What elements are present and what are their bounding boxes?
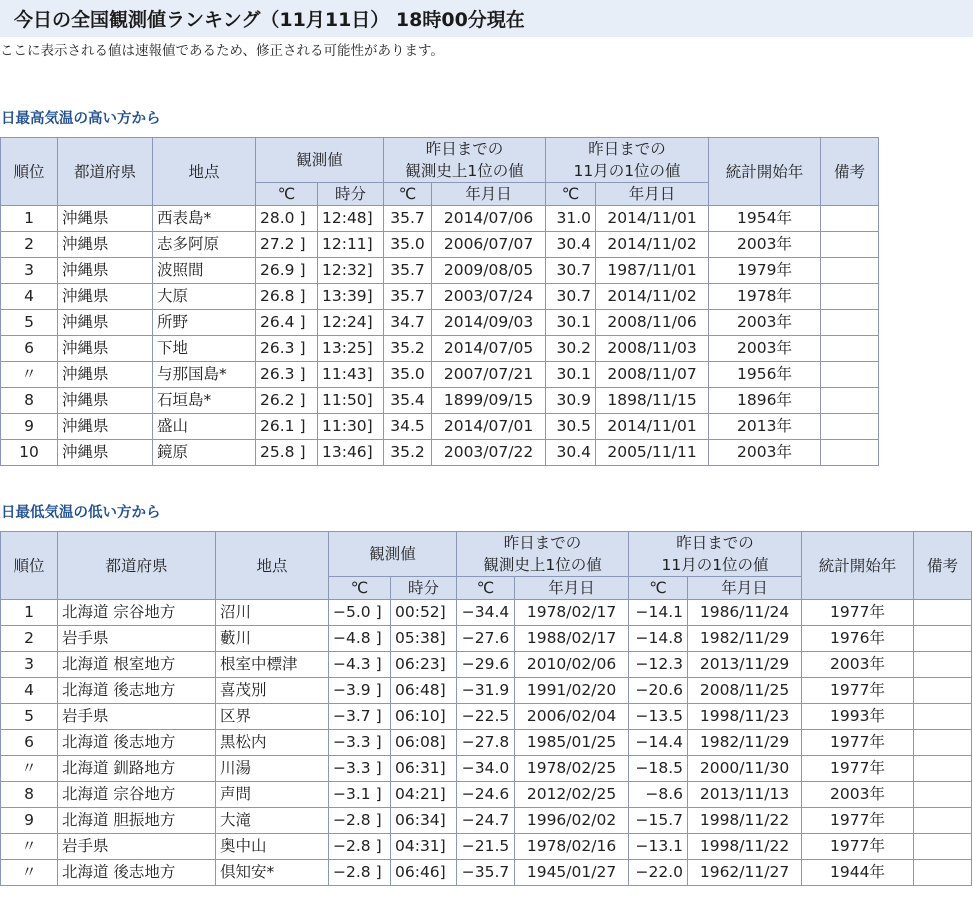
col-remarks: 備考	[914, 532, 972, 600]
cell-month-record-date: 1987/11/01	[596, 258, 709, 284]
cell-observed-value: −3.3 ]	[329, 730, 391, 756]
col-start-year: 統計開始年	[802, 532, 914, 600]
cell-station: 所野	[153, 310, 256, 336]
cell-observed-time: 11:50]	[318, 388, 384, 414]
cell-month-record-value: −18.5	[629, 756, 688, 782]
cell-record-value: 35.0	[384, 362, 432, 388]
cell-remarks	[914, 678, 972, 704]
cell-record-value: −27.8	[457, 730, 515, 756]
cell-observed-time: 06:08]	[391, 730, 457, 756]
cell-month-record-date: 1962/11/27	[688, 860, 802, 886]
cell-remarks	[914, 756, 972, 782]
cell-prefecture: 岩手県	[58, 704, 216, 730]
cell-rank: 2	[1, 626, 58, 652]
cell-record-date: 2014/07/06	[432, 206, 546, 232]
cell-record-value: −21.5	[457, 834, 515, 860]
cell-observed-time: 06:10]	[391, 704, 457, 730]
cell-observed-time: 04:31]	[391, 834, 457, 860]
cell-remarks	[821, 362, 879, 388]
cell-observed-time: 12:24]	[318, 310, 384, 336]
cell-record-date: 2003/07/22	[432, 440, 546, 466]
cell-rank: 〃	[1, 834, 58, 860]
table-row	[1, 626, 972, 652]
cell-month-record-value: −22.0	[629, 860, 688, 886]
cell-station: 下地	[153, 336, 256, 362]
subcol-date: 年月日	[688, 577, 802, 600]
cell-record-date: 1988/02/17	[515, 626, 629, 652]
subcol-date: 年月日	[515, 577, 629, 600]
subcol-date: 年月日	[596, 183, 709, 206]
cell-start-year: 2003年	[802, 782, 914, 808]
cell-prefecture: 沖縄県	[58, 310, 153, 336]
col-prefecture: 都道府県	[58, 138, 153, 206]
cell-prefecture: 北海道 後志地方	[58, 860, 216, 886]
cell-record-date: 1991/02/20	[515, 678, 629, 704]
table-row	[1, 678, 972, 704]
cell-prefecture: 北海道 釧路地方	[58, 756, 216, 782]
cell-month-record-date: 2008/11/06	[596, 310, 709, 336]
cell-observed-value: 26.3 ]	[256, 336, 318, 362]
page-title-bar	[0, 0, 973, 37]
cell-station: 石垣島*	[153, 388, 256, 414]
cell-remarks	[914, 834, 972, 860]
cell-record-date: 2006/07/07	[432, 232, 546, 258]
cell-rank: 3	[1, 652, 58, 678]
table-row	[1, 860, 972, 886]
cell-observed-value: 26.3 ]	[256, 362, 318, 388]
cell-month-record-value: −14.8	[629, 626, 688, 652]
cell-month-record-value: −15.7	[629, 808, 688, 834]
cell-month-record-value: 30.5	[546, 414, 596, 440]
cell-prefecture: 沖縄県	[58, 414, 153, 440]
subcol-date: 年月日	[432, 183, 546, 206]
cell-month-record-date: 1998/11/23	[688, 704, 802, 730]
cell-observed-value: 26.8 ]	[256, 284, 318, 310]
cell-observed-time: 00:52]	[391, 600, 457, 626]
subcol-time: 時分	[391, 577, 457, 600]
cell-rank: 2	[1, 232, 58, 258]
cell-observed-time: 04:21]	[391, 782, 457, 808]
cell-observed-value: −2.8 ]	[329, 808, 391, 834]
cell-observed-value: −3.7 ]	[329, 704, 391, 730]
table-row	[1, 206, 879, 232]
cell-remarks	[821, 440, 879, 466]
cell-station: 沼川	[216, 600, 329, 626]
table-row	[1, 310, 879, 336]
cell-month-record-date: 1998/11/22	[688, 808, 802, 834]
cell-record-date: 1978/02/17	[515, 600, 629, 626]
cell-remarks	[914, 860, 972, 886]
cell-start-year: 1978年	[709, 284, 821, 310]
col-record-month: 昨日までの 11月の1位の値	[629, 532, 802, 577]
max-temp-table	[0, 137, 879, 466]
cell-record-value: 35.4	[384, 388, 432, 414]
table-row	[1, 388, 879, 414]
cell-observed-value: −2.8 ]	[329, 860, 391, 886]
cell-month-record-value: 30.7	[546, 258, 596, 284]
cell-start-year: 1977年	[802, 834, 914, 860]
cell-month-record-value: −13.5	[629, 704, 688, 730]
table-row	[1, 756, 972, 782]
cell-observed-time: 06:46]	[391, 860, 457, 886]
col-station: 地点	[216, 532, 329, 600]
cell-prefecture: 沖縄県	[58, 206, 153, 232]
cell-record-date: 1945/01/27	[515, 860, 629, 886]
cell-rank: 〃	[1, 362, 58, 388]
cell-rank: 〃	[1, 756, 58, 782]
subcol-celsius: ℃	[256, 183, 318, 206]
cell-remarks	[821, 414, 879, 440]
cell-start-year: 2003年	[709, 440, 821, 466]
col-record-all: 昨日までの 観測史上1位の値	[384, 138, 546, 183]
cell-start-year: 1977年	[802, 678, 914, 704]
cell-rank: 8	[1, 782, 58, 808]
cell-rank: 9	[1, 414, 58, 440]
cell-month-record-date: 2014/11/02	[596, 232, 709, 258]
cell-month-record-date: 2013/11/13	[688, 782, 802, 808]
cell-rank: 5	[1, 310, 58, 336]
table-row	[1, 414, 879, 440]
cell-prefecture: 北海道 宗谷地方	[58, 600, 216, 626]
cell-observed-value: −4.8 ]	[329, 626, 391, 652]
cell-record-date: 2006/02/04	[515, 704, 629, 730]
cell-station: 志多阿原	[153, 232, 256, 258]
cell-remarks	[821, 206, 879, 232]
cell-station: 根室中標津	[216, 652, 329, 678]
cell-month-record-date: 1982/11/29	[688, 626, 802, 652]
cell-record-value: −34.0	[457, 756, 515, 782]
col-record-all: 昨日までの 観測史上1位の値	[457, 532, 629, 577]
subcol-celsius: ℃	[457, 577, 515, 600]
cell-rank: 1	[1, 206, 58, 232]
table-row	[1, 362, 879, 388]
cell-prefecture: 沖縄県	[58, 362, 153, 388]
cell-observed-value: −4.3 ]	[329, 652, 391, 678]
cell-month-record-value: 30.2	[546, 336, 596, 362]
cell-month-record-value: 30.1	[546, 310, 596, 336]
cell-rank: 8	[1, 388, 58, 414]
cell-rank: 6	[1, 730, 58, 756]
notice-text: ここに表示される値は速報値であるため、修正される可能性があります。	[0, 43, 444, 59]
cell-observed-time: 05:38]	[391, 626, 457, 652]
cell-month-record-value: −13.1	[629, 834, 688, 860]
cell-start-year: 2003年	[802, 652, 914, 678]
subcol-celsius: ℃	[629, 577, 688, 600]
cell-rank: 3	[1, 258, 58, 284]
cell-rank: 6	[1, 336, 58, 362]
table-row	[1, 782, 972, 808]
cell-record-value: −24.7	[457, 808, 515, 834]
cell-start-year: 1977年	[802, 756, 914, 782]
min-temp-heading: 日最低気温の低い方から	[1, 505, 161, 521]
cell-record-value: −35.7	[457, 860, 515, 886]
cell-record-value: 34.5	[384, 414, 432, 440]
cell-record-date: 2003/07/24	[432, 284, 546, 310]
cell-rank: 9	[1, 808, 58, 834]
cell-prefecture: 北海道 宗谷地方	[58, 782, 216, 808]
table-row	[1, 600, 972, 626]
cell-station: 喜茂別	[216, 678, 329, 704]
cell-remarks	[914, 626, 972, 652]
cell-station: 大滝	[216, 808, 329, 834]
cell-station: 区界	[216, 704, 329, 730]
cell-month-record-date: 2008/11/03	[596, 336, 709, 362]
cell-month-record-value: 30.4	[546, 232, 596, 258]
table-row	[1, 834, 972, 860]
table-row	[1, 808, 972, 834]
cell-month-record-date: 2014/11/01	[596, 206, 709, 232]
cell-observed-time: 06:34]	[391, 808, 457, 834]
cell-station: 奥中山	[216, 834, 329, 860]
table-row	[1, 440, 879, 466]
cell-record-value: 34.7	[384, 310, 432, 336]
cell-month-record-date: 2005/11/11	[596, 440, 709, 466]
cell-observed-value: 26.1 ]	[256, 414, 318, 440]
cell-month-record-value: 30.1	[546, 362, 596, 388]
cell-month-record-date: 2014/11/02	[596, 284, 709, 310]
cell-remarks	[914, 704, 972, 730]
cell-remarks	[821, 232, 879, 258]
cell-station: 声問	[216, 782, 329, 808]
cell-prefecture: 北海道 根室地方	[58, 652, 216, 678]
cell-observed-value: 26.2 ]	[256, 388, 318, 414]
col-start-year: 統計開始年	[709, 138, 821, 206]
subcol-celsius: ℃	[546, 183, 596, 206]
col-rank: 順位	[1, 532, 58, 600]
cell-station: 大原	[153, 284, 256, 310]
col-observed: 観測値	[329, 532, 457, 577]
table-row	[1, 730, 972, 756]
cell-month-record-date: 2000/11/30	[688, 756, 802, 782]
col-rank: 順位	[1, 138, 58, 206]
cell-remarks	[914, 782, 972, 808]
cell-start-year: 1896年	[709, 388, 821, 414]
cell-remarks	[821, 388, 879, 414]
cell-month-record-date: 1998/11/22	[688, 834, 802, 860]
min-temp-table	[0, 531, 972, 886]
cell-month-record-date: 1898/11/15	[596, 388, 709, 414]
cell-start-year: 1977年	[802, 730, 914, 756]
cell-station: 川湯	[216, 756, 329, 782]
cell-observed-value: 26.9 ]	[256, 258, 318, 284]
cell-rank: 5	[1, 704, 58, 730]
cell-rank: 10	[1, 440, 58, 466]
cell-observed-time: 11:43]	[318, 362, 384, 388]
cell-month-record-value: 30.9	[546, 388, 596, 414]
cell-record-date: 2014/07/05	[432, 336, 546, 362]
cell-record-value: −24.6	[457, 782, 515, 808]
cell-month-record-value: 30.7	[546, 284, 596, 310]
cell-observed-time: 11:30]	[318, 414, 384, 440]
cell-month-record-value: −12.3	[629, 652, 688, 678]
cell-observed-time: 12:48]	[318, 206, 384, 232]
cell-start-year: 2003年	[709, 232, 821, 258]
cell-start-year: 1977年	[802, 808, 914, 834]
cell-observed-time: 13:46]	[318, 440, 384, 466]
cell-month-record-value: 30.4	[546, 440, 596, 466]
cell-record-value: −31.9	[457, 678, 515, 704]
cell-record-date: 2007/07/21	[432, 362, 546, 388]
cell-remarks	[821, 284, 879, 310]
cell-start-year: 1979年	[709, 258, 821, 284]
cell-start-year: 1993年	[802, 704, 914, 730]
cell-observed-value: −2.8 ]	[329, 834, 391, 860]
cell-record-value: 35.0	[384, 232, 432, 258]
cell-observed-time: 13:25]	[318, 336, 384, 362]
cell-start-year: 2013年	[709, 414, 821, 440]
cell-start-year: 1956年	[709, 362, 821, 388]
cell-remarks	[914, 730, 972, 756]
cell-start-year: 1976年	[802, 626, 914, 652]
cell-start-year: 2003年	[709, 336, 821, 362]
cell-record-date: 2014/09/03	[432, 310, 546, 336]
cell-record-value: −27.6	[457, 626, 515, 652]
cell-record-value: −34.4	[457, 600, 515, 626]
col-station: 地点	[153, 138, 256, 206]
cell-prefecture: 北海道 胆振地方	[58, 808, 216, 834]
max-temp-heading: 日最高気温の高い方から	[1, 111, 161, 127]
cell-observed-time: 13:39]	[318, 284, 384, 310]
cell-start-year: 1954年	[709, 206, 821, 232]
cell-month-record-date: 1986/11/24	[688, 600, 802, 626]
cell-prefecture: 沖縄県	[58, 284, 153, 310]
cell-observed-value: 27.2 ]	[256, 232, 318, 258]
cell-rank: 1	[1, 600, 58, 626]
table-row	[1, 284, 879, 310]
cell-station: 黒松内	[216, 730, 329, 756]
table-row	[1, 258, 879, 284]
cell-prefecture: 岩手県	[58, 834, 216, 860]
cell-record-date: 2014/07/01	[432, 414, 546, 440]
cell-station: 鏡原	[153, 440, 256, 466]
table-row	[1, 704, 972, 730]
cell-observed-time: 06:48]	[391, 678, 457, 704]
cell-month-record-date: 2014/11/01	[596, 414, 709, 440]
cell-month-record-date: 2013/11/29	[688, 652, 802, 678]
cell-record-date: 2012/02/25	[515, 782, 629, 808]
cell-record-value: 35.7	[384, 258, 432, 284]
page-title: 今日の全国観測値ランキング（11月11日） 18時00分現在	[14, 9, 525, 31]
cell-record-date: 2009/08/05	[432, 258, 546, 284]
cell-observed-time: 12:11]	[318, 232, 384, 258]
cell-record-date: 1996/02/02	[515, 808, 629, 834]
cell-prefecture: 沖縄県	[58, 388, 153, 414]
cell-record-date: 1899/09/15	[432, 388, 546, 414]
subcol-celsius: ℃	[329, 577, 391, 600]
cell-month-record-value: −20.6	[629, 678, 688, 704]
cell-prefecture: 沖縄県	[58, 232, 153, 258]
cell-month-record-value: 31.0	[546, 206, 596, 232]
col-remarks: 備考	[821, 138, 879, 206]
cell-observed-value: −5.0 ]	[329, 600, 391, 626]
cell-record-value: 35.7	[384, 284, 432, 310]
cell-rank: 4	[1, 678, 58, 704]
cell-record-value: −22.5	[457, 704, 515, 730]
cell-rank: 〃	[1, 860, 58, 886]
table-row	[1, 232, 879, 258]
cell-observed-value: 25.8 ]	[256, 440, 318, 466]
cell-observed-value: −3.9 ]	[329, 678, 391, 704]
cell-month-record-date: 1982/11/29	[688, 730, 802, 756]
cell-record-value: 35.2	[384, 440, 432, 466]
cell-start-year: 1977年	[802, 600, 914, 626]
cell-observed-time: 12:32]	[318, 258, 384, 284]
cell-prefecture: 北海道 後志地方	[58, 678, 216, 704]
cell-record-date: 2010/02/06	[515, 652, 629, 678]
cell-station: 藪川	[216, 626, 329, 652]
cell-prefecture: 沖縄県	[58, 440, 153, 466]
cell-station: 倶知安*	[216, 860, 329, 886]
cell-prefecture: 沖縄県	[58, 258, 153, 284]
subcol-celsius: ℃	[384, 183, 432, 206]
cell-prefecture: 岩手県	[58, 626, 216, 652]
cell-month-record-value: −8.6	[629, 782, 688, 808]
subcol-time: 時分	[318, 183, 384, 206]
table-row	[1, 652, 972, 678]
cell-remarks	[821, 336, 879, 362]
cell-record-date: 1985/01/25	[515, 730, 629, 756]
cell-remarks	[914, 600, 972, 626]
cell-observed-time: 06:31]	[391, 756, 457, 782]
cell-start-year: 2003年	[709, 310, 821, 336]
col-prefecture: 都道府県	[58, 532, 216, 600]
col-record-month: 昨日までの 11月の1位の値	[546, 138, 709, 183]
cell-month-record-value: −14.1	[629, 600, 688, 626]
cell-observed-time: 06:23]	[391, 652, 457, 678]
col-observed: 観測値	[256, 138, 384, 183]
cell-start-year: 1944年	[802, 860, 914, 886]
cell-station: 与那国島*	[153, 362, 256, 388]
cell-record-value: −29.6	[457, 652, 515, 678]
cell-remarks	[914, 808, 972, 834]
cell-station: 盛山	[153, 414, 256, 440]
cell-remarks	[821, 310, 879, 336]
cell-remarks	[821, 258, 879, 284]
cell-remarks	[914, 652, 972, 678]
cell-record-date: 1978/02/25	[515, 756, 629, 782]
cell-observed-value: −3.1 ]	[329, 782, 391, 808]
cell-station: 波照間	[153, 258, 256, 284]
cell-month-record-date: 2008/11/07	[596, 362, 709, 388]
cell-prefecture: 北海道 後志地方	[58, 730, 216, 756]
cell-observed-value: 28.0 ]	[256, 206, 318, 232]
cell-observed-value: 26.4 ]	[256, 310, 318, 336]
cell-observed-value: −3.3 ]	[329, 756, 391, 782]
cell-station: 西表島*	[153, 206, 256, 232]
cell-rank: 4	[1, 284, 58, 310]
cell-record-value: 35.2	[384, 336, 432, 362]
cell-record-date: 1978/02/16	[515, 834, 629, 860]
cell-prefecture: 沖縄県	[58, 336, 153, 362]
cell-record-value: 35.7	[384, 206, 432, 232]
cell-month-record-value: −14.4	[629, 730, 688, 756]
table-row	[1, 336, 879, 362]
cell-month-record-date: 2008/11/25	[688, 678, 802, 704]
